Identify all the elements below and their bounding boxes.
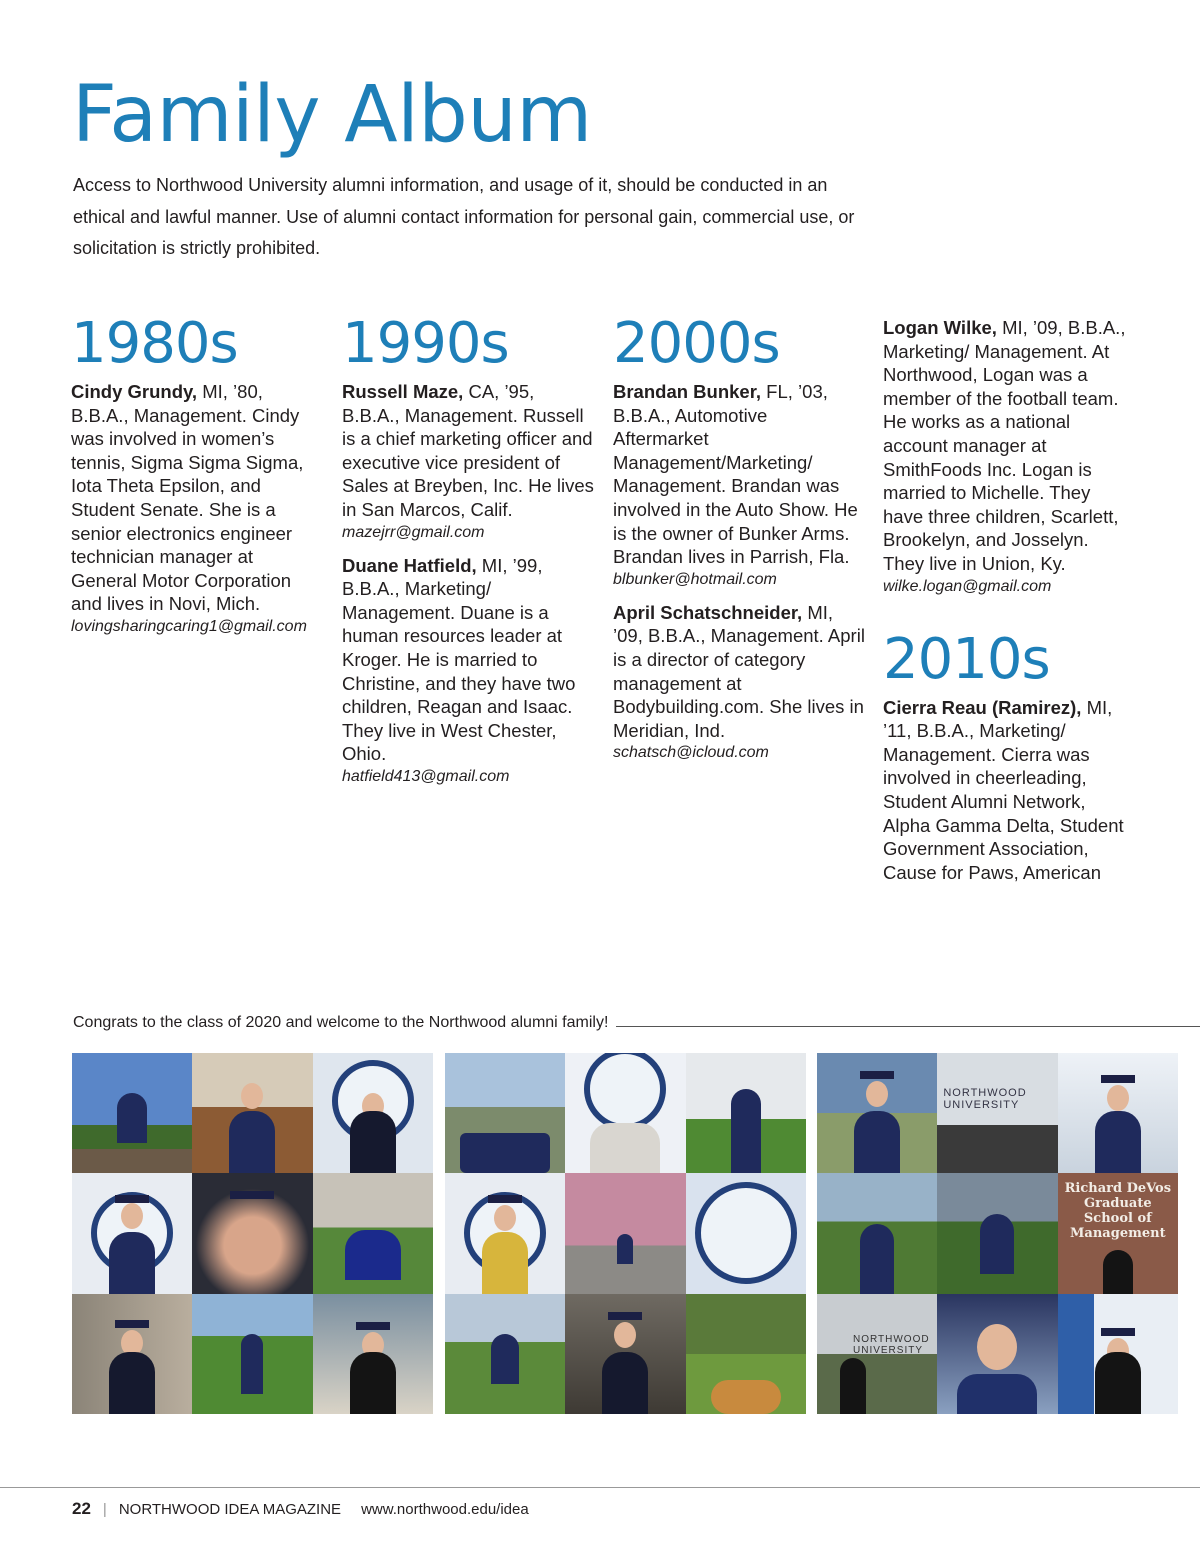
magazine-url[interactable]: www.northwood.edu/idea [361, 1500, 529, 1518]
intro-paragraph: Access to Northwood University alumni information, and usage of it, should be conducted in an ethical and lawful manner. Use of alumni contact information for personal gain, commercial use, or solicitation is strictly prohibited. [73, 175, 855, 258]
alumni-name: Duane Hatfield, [342, 554, 477, 576]
alumni-details: CA, ’95, B.B.A., Management. Russell is a chief marketing officer and executive vice president of Sales at Breyben, Inc. He lives in San Marcos, Calif. [342, 381, 594, 520]
graduate-photo [565, 1294, 685, 1414]
building-photo [937, 1053, 1057, 1173]
alumni-entry [342, 380, 594, 544]
graduate-photo [445, 1173, 565, 1293]
graduate-photo [313, 1173, 433, 1293]
alumni-details: MI, ’11, B.B.A., Marketing/ Management. Cierra was involved in cheerleading, Student Alumni Network, Alpha Gamma Delta, Student Government Association, Cause for Paws, American [883, 696, 1124, 883]
alumni-name: Brandan Bunker, [613, 381, 762, 402]
mortarboard-icon [230, 1191, 274, 1199]
northwood-sign: NORTHWOOD UNIVERSITY [853, 1333, 930, 1356]
alumni-details: FL, ’03, B.B.A., Automotive Aftermarket Management/Marketing/ Management. Brandan was involved in the Auto Show. He is the owner of Bunker Arms. Brandan lives in Parrish, Fla. [613, 381, 858, 568]
photo-collage-2 [445, 1053, 806, 1414]
mortarboard-icon [115, 1320, 149, 1328]
university-logo-icon [584, 1053, 666, 1130]
photo-collage-3 [817, 1053, 1178, 1414]
alumni-name: Cindy Grundy, [71, 381, 198, 402]
alumni-email[interactable]: mazejrr@gmail.com [342, 523, 485, 541]
devos-sign-photo [1058, 1173, 1178, 1293]
alumni-entry [613, 380, 865, 591]
graduate-figure [109, 1352, 155, 1414]
graduate-figure [980, 1214, 1014, 1274]
university-logo-photo [686, 1173, 806, 1293]
footer-divider [0, 1487, 1200, 1488]
caption-text: Congrats to the class of 2020 and welcome to the Northwood alumni family! [73, 1014, 609, 1031]
mortarboard-icon [356, 1322, 390, 1330]
graduate-photo [445, 1294, 565, 1414]
decade-heading: 2010s [883, 626, 1050, 692]
alumni-name: April Schatschneider, [613, 601, 803, 623]
graduate-figure [1103, 1250, 1133, 1294]
graduate-photo [313, 1053, 433, 1173]
graduate-photo [192, 1294, 312, 1414]
graduate-photo [686, 1294, 806, 1414]
group-photo [445, 1053, 565, 1173]
column-2000s [613, 311, 865, 774]
page-title: Family Album [72, 70, 592, 160]
graduate-figure [731, 1089, 761, 1173]
alumni-details: MI, ’80, B.B.A., Management. Cindy was involved in women’s tennis, Sigma Sigma Sigma, Iota Theta Epsilon, and Student Senate. She is a senior electronics engineer technician manager at General Motor Corporation and lives in Novi, Mich. [71, 381, 304, 615]
mortarboard-icon [608, 1312, 642, 1320]
graduate-photo [937, 1294, 1057, 1414]
magazine-name: NORTHWOOD IDEA MAGAZINE [118, 1500, 342, 1518]
graduate-photo [817, 1173, 937, 1293]
graduate-figure [241, 1334, 263, 1394]
mortarboard-icon [1101, 1328, 1135, 1336]
decade-heading: 2000s [613, 311, 780, 376]
graduate-face [866, 1081, 888, 1107]
graduate-figure [1095, 1111, 1141, 1173]
graduate-face [121, 1203, 143, 1229]
diploma-figure [957, 1374, 1037, 1414]
graduate-face [494, 1205, 516, 1231]
graduate-group [460, 1133, 550, 1173]
graduate-photo [313, 1294, 433, 1414]
graduate-face [1107, 1085, 1129, 1111]
mortarboard-icon [860, 1071, 894, 1079]
graduate-figure [617, 1234, 633, 1264]
atv-figure [345, 1230, 401, 1280]
graduate-face [977, 1324, 1017, 1370]
graduate-photo [937, 1173, 1057, 1293]
mortarboard-icon [115, 1195, 149, 1203]
alumni-details: MI, ’09, B.B.A., Management. April is a director of category management at Bodybuilding.com. She lives in Meridian, Ind. [613, 601, 865, 741]
building-sign: NORTHWOOD UNIVERSITY [943, 1087, 1027, 1111]
graduate-figure [491, 1334, 519, 1384]
column-1990s [342, 311, 594, 798]
graduate-figure [602, 1352, 648, 1414]
column-1980s [71, 311, 323, 648]
caption-divider [616, 1026, 1200, 1027]
graduate-photo [1058, 1294, 1178, 1414]
graduate-figure [860, 1224, 894, 1294]
graduate-figure [482, 1232, 528, 1294]
graduate-photo [817, 1053, 937, 1173]
alumni-email[interactable]: schatsch@icloud.com [613, 744, 769, 762]
mortarboard-icon [488, 1195, 522, 1203]
dog-figure [711, 1380, 781, 1414]
alumni-email[interactable]: hatfield413@gmail.com [342, 767, 510, 785]
collage-caption [73, 1011, 1200, 1035]
graduate-photo [72, 1173, 192, 1293]
alumni-entry [613, 601, 865, 765]
graduate-figure [117, 1093, 147, 1143]
graduate-figure [1095, 1352, 1141, 1414]
graduate-photo [192, 1173, 312, 1293]
dog-figure [590, 1123, 660, 1173]
graduate-photo [72, 1053, 192, 1173]
page-footer [72, 1499, 529, 1519]
graduate-figure [350, 1111, 396, 1173]
graduate-face [241, 1083, 263, 1109]
page-number: 22 [72, 1499, 91, 1518]
decade-heading: 1980s [71, 311, 238, 376]
graduate-face [614, 1322, 636, 1348]
graduate-photo [817, 1294, 937, 1414]
mortarboard-icon [1101, 1075, 1135, 1083]
footer-separator: | [102, 1500, 107, 1518]
graduate-photo [565, 1053, 685, 1173]
graduate-photo [1058, 1053, 1178, 1173]
alumni-name: Russell Maze, [342, 381, 464, 402]
devos-sign: Richard DeVos Graduate School of Management [1064, 1181, 1172, 1242]
alumni-email[interactable]: lovingsharingcaring1@gmail.com [71, 617, 307, 635]
alumni-entry [883, 316, 1133, 598]
graduate-photo [565, 1173, 685, 1293]
graduate-photo [72, 1294, 192, 1414]
graduate-figure [109, 1232, 155, 1294]
alumni-details: MI, ’09, B.B.A., Marketing/ Management. At Northwood, Logan was a member of the football team. He works as a national account manager at SmithFoods Inc. Logan is married to Michelle. They have three children, Scarlett, Brookelyn, and Josselyn. They live in Union, Ky. [883, 317, 1126, 574]
alumni-entry [342, 554, 594, 788]
graduate-photo [686, 1053, 806, 1173]
alumni-entry [883, 696, 1133, 885]
graduate-figure [854, 1111, 900, 1173]
alumni-name: Cierra Reau (Ramirez), [883, 696, 1082, 718]
graduate-figure [840, 1358, 866, 1414]
photo-collage-1 [72, 1053, 433, 1414]
graduate-figure [350, 1352, 396, 1414]
alumni-email[interactable]: wilke.logan@gmail.com [883, 577, 1052, 595]
alumni-entry [71, 380, 323, 638]
column-2000s-continued [883, 316, 1133, 894]
alumni-name: Logan Wilke, [883, 317, 997, 338]
graduate-photo [192, 1053, 312, 1173]
decade-heading: 1990s [342, 311, 509, 376]
alumni-details: MI, ’99, B.B.A., Marketing/ Management. Duane is a human resources leader at Kroger. He is married to Christine, and they have two children, Reagan and Isaac. They live in West Chester, Ohio. [342, 554, 576, 765]
graduate-figure [229, 1111, 275, 1173]
alumni-email[interactable]: blbunker@hotmail.com [613, 570, 777, 588]
wolf-logo-icon [695, 1182, 797, 1284]
